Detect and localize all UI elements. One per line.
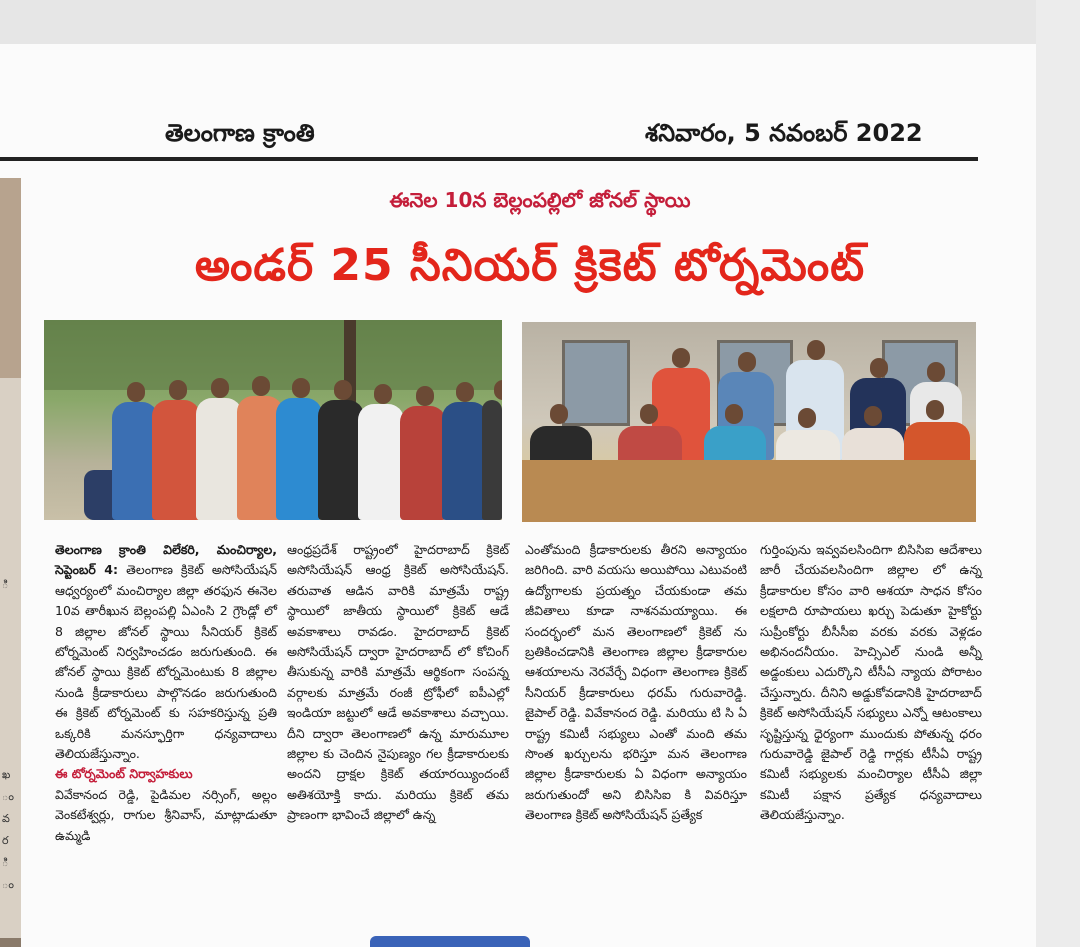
- fragment-text: ం: [2, 878, 14, 891]
- viewer-margin: [1036, 0, 1080, 947]
- article-kicker: ఈనెల 10న బెల్లంపల్లిలో జోనల్ స్థాయి: [389, 188, 691, 212]
- adjacent-photo: [0, 938, 21, 947]
- issue-date: శనివారం, 5 నవంబర్ 2022: [645, 119, 923, 147]
- table: [522, 460, 976, 522]
- article-text: ఆంధ్రప్రదేశ్ రాష్ట్రంలో హైదరాబాద్ క్రికెట్ అసోసియేషన్ ఆంధ్ర క్రికెట్ అసోసియేషన్. తరువాత ఆడిన వారికి మాత్రమే రాష్ట్ర స్థాయిలో జాతీయ స్థాయిలో క్రికెట్ ఆడే అవకాశాలు రావడం. హైదరాబాద్ క్రికెట్ అసోసియేషన్ ద్వారా హైదరాబాద్ లో కోచింగ్ తీసుకున్న వారికి మాత్రమే ఆర్థికంగా సంపన్న వర్గాలకు మాత్రమే రంజీ ట్రోఫీలో ఐపీఎల్లో ఇండియా జట్టులో ఆడే అవకాశాలు వచ్చాయి. దీని ద్వారా తెలంగాణలో ఉన్న మారుమూల జిల్లాల కు చెందిన నైపుణ్యం గల క్రీడాకారులకు అందని ద్రాక్షల క్రికెట్ తయారయ్యిందంటే అతిశయోక్తి కాదు. మరియు క్రికెట్ తమ ప్రాణంగా భావించే జిల్లాలో ఉన్న: [287, 542, 509, 823]
- newspaper-masthead: తెలంగాణ క్రాంతి: [165, 119, 315, 147]
- window: [562, 340, 630, 426]
- fragment-text: ఖ: [2, 768, 11, 781]
- fragment-text: వ: [2, 812, 10, 825]
- article-headline: అండర్ 25 సీనియర్ క్రికెట్ టోర్నమెంట్: [194, 240, 866, 291]
- header-rule: [0, 157, 978, 161]
- article-column-2: [287, 540, 509, 826]
- group-photo-outdoor: [44, 320, 502, 520]
- article-text: తెలంగాణ క్రికెట్ అసోసియేషన్ ఆధ్వర్యంలో మంచిర్యాల జిల్లా తరఫున ఈనెల 10వ తారీఖున బెల్లంపల్లి ఏఎంసి 2 గ్రౌండ్లో లో 8 జిల్లాల జోనల్ స్థాయి సీనియర్ క్రికెట్ టోర్నమెంట్ నిర్వహించడం జరుగుతుంది. ఈ జోనల్ స్థాయి క్రికెట్ టోర్నమెంటుకు 8 జిల్లాల నుండి క్రీడాకారులు పాల్గొనడం జరుగుతుంది ఈ క్రికెట్ టోర్నమెంట్ కు సహకరిస్తున్న ప్రతి ఒక్కరికి మనస్ఫూర్తిగా ధన్యవాదాలు తెలియజేస్తున్నాం.: [55, 562, 277, 762]
- next-headline-fragment: [370, 936, 530, 947]
- fragment-text: ం: [2, 790, 14, 803]
- article-text: ఎంతోమంది క్రీడాకారులకు తీరని అన్యాయం జరిగింది. వారి వయసు అయిపోయి ఎటువంటి ఉద్యోగాలకు ప్రయత్నం చేయకుండా తమ జీవితాలు కూడా నాశనమయ్యాయి. ఈ సందర్భంలో మన తెలంగాణలో క్రికెట్ ను బ్రతికించడానికి తెలంగాణ జిల్లాల క్రీడాకారుల ఆశయాలను నెరవేర్చే విధంగా తెలంగాణ క్రికెట్ సీనియర్ క్రీడాకారులు ధరమ్ గురువారెడ్డి. జైపాల్ రెడ్డి. వివేకానంద రెడ్డి. మరియు టి సి ఏ రాష్ట్ర కమిటీ సభ్యులు ఎంతో మంది తమ సొంత ఖర్చులను భరిస్తూ మన తెలంగాణ జిల్లాల క్రీడాకారులకు ఏ విధంగా అన్యాయం జరుగుతుందో అని బిసిసిఐ కి వివరిస్తూ తెలంగాణ క్రికెట్ అసోసియేషన్ ప్రత్యేక: [525, 542, 747, 823]
- fragment-text: ర: [2, 834, 9, 847]
- article-byline: తెలంగాణ క్రాంతి విలేకరి, మంచిర్యాల, సెప్టెంబర్ 4:: [55, 542, 277, 578]
- article-column-3: [525, 540, 747, 826]
- article-column-1: [55, 540, 277, 846]
- organizers-subhead: ఈ టోర్నమెంట్ నిర్వాహకులు: [55, 766, 193, 782]
- fragment-text: ి: [2, 578, 9, 591]
- article-text: వివేకానంద రెడ్డి, పైడిమల నర్సింగ్, అల్లం వెంకటేశ్వర్లు, రాగుల శ్రీనివాస్, మాట్లాడుతూ ఉమ్మడి: [55, 786, 277, 843]
- adjacent-column-fragment: [0, 178, 21, 947]
- fragment-text: ి: [2, 856, 9, 869]
- article-column-4: [760, 540, 982, 826]
- article-text: గుర్తింపును ఇవ్వవలసిందిగా బిసిసిఐ ఆదేశాలు జారీ చేయవలసిందిగా జిల్లాల లో ఉన్న క్రీడాకారుల కోసం వారి ఆశయా సాధన కోసం లక్షలాది రూపాయలు ఖర్చు పెడుతూ హైకోర్టు సుప్రీంకోర్టు బీసీసీఐ వరకు వరకు వెళ్లడం అభినందనీయం. హెచ్సిఎల్ నుండి అన్నీ అడ్డంకులు ఎదుర్కొని టీసీఏ న్యాయ పోరాటం చేస్తున్నారు. దీనిని అడ్డుకోవడానికి హైదరాబాద్ క్రికెట్ అసోసియేషన్ సభ్యులు ఎన్నో ఆటంకాలు సృష్టిస్తున్న ధైర్యంగా ముందుకు పోతున్న ధరం గురువారెడ్డి జైపాల్ రెడ్డి గార్లకు టీసీఏ రాష్ట్ర కమిటీ సభ్యులకు మంచిర్యాల టీసీఏ జిల్లా కమిటీ పక్షాన ప్రత్యేక ధన్యవాదాలు తెలియజేస్తున్నాం.: [760, 542, 982, 823]
- group-photo-indoor: [522, 322, 976, 522]
